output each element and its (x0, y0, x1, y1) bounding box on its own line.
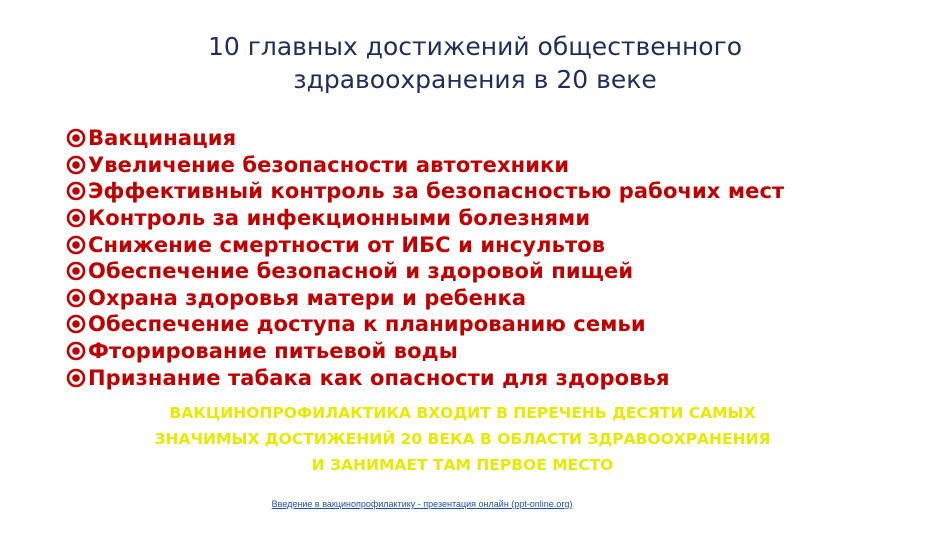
source-link[interactable]: Введение в вакцинопрофилактику - презентация онлайн (ppt-online.org) (271, 499, 573, 509)
achievement-item-text: Контроль за инфекционными болезнями (88, 206, 591, 231)
achievement-item-text: Фторирование питьевой воды (88, 339, 458, 364)
circled-dot-bullet-icon (66, 341, 86, 361)
achievement-item (66, 125, 784, 152)
achievement-item (66, 231, 784, 258)
vaccination-note-line-3: И ЗАНИМАЕТ ТАМ ПЕРВОЕ МЕСТО (311, 456, 614, 474)
achievement-item (66, 152, 784, 179)
achievement-item (66, 205, 784, 232)
circled-dot-bullet-icon (66, 181, 86, 201)
circled-dot-bullet-icon (66, 288, 86, 308)
slide-title-line-1: 10 главных достижений общественного (207, 32, 743, 61)
slide-title (0, 30, 950, 96)
achievement-item-text: Признание табака как опасности для здоровья (88, 365, 670, 390)
achievement-item-text: Обеспечение безопасной и здоровой пищей (88, 259, 634, 284)
vaccination-note (0, 400, 925, 478)
circled-dot-bullet-icon (66, 261, 86, 281)
circled-dot-bullet-icon (66, 368, 86, 388)
circled-dot-bullet-icon (66, 208, 86, 228)
circled-dot-bullet-icon (66, 235, 86, 255)
achievement-item-text: Вакцинация (88, 126, 237, 151)
achievement-item (66, 338, 784, 365)
achievement-item (66, 258, 784, 285)
circled-dot-bullet-icon (66, 128, 86, 148)
achievement-item-text: Охрана здоровья матери и ребенка (88, 285, 527, 310)
achievements-list (66, 125, 784, 391)
vaccination-note-line-2: ЗНАЧИМЫХ ДОСТИЖЕНИЙ 20 ВЕКА В ОБЛАСТИ ЗДРАВООХРАНЕНИЯ (154, 430, 771, 448)
slide-title-line-2: здравоохранения в 20 веке (293, 65, 657, 94)
achievement-item (66, 364, 784, 391)
circled-dot-bullet-icon (66, 314, 86, 334)
achievement-item (66, 311, 784, 338)
achievement-item-text: Обеспечение доступа к планированию семьи (88, 312, 646, 337)
circled-dot-bullet-icon (66, 155, 86, 175)
achievement-item-text: Снижение смертности от ИБС и инсультов (88, 232, 606, 257)
achievement-item (66, 178, 784, 205)
achievement-item-text: Эффективный контроль за безопасностью рабочих мест (88, 179, 785, 204)
vaccination-note-line-1: ВАКЦИНОПРОФИЛАКТИКА ВХОДИТ В ПЕРЕЧЕНЬ ДЕСЯТИ САМЫХ (169, 404, 756, 422)
achievement-item (66, 285, 784, 312)
achievement-item-text: Увеличение безопасности автотехники (88, 152, 570, 177)
